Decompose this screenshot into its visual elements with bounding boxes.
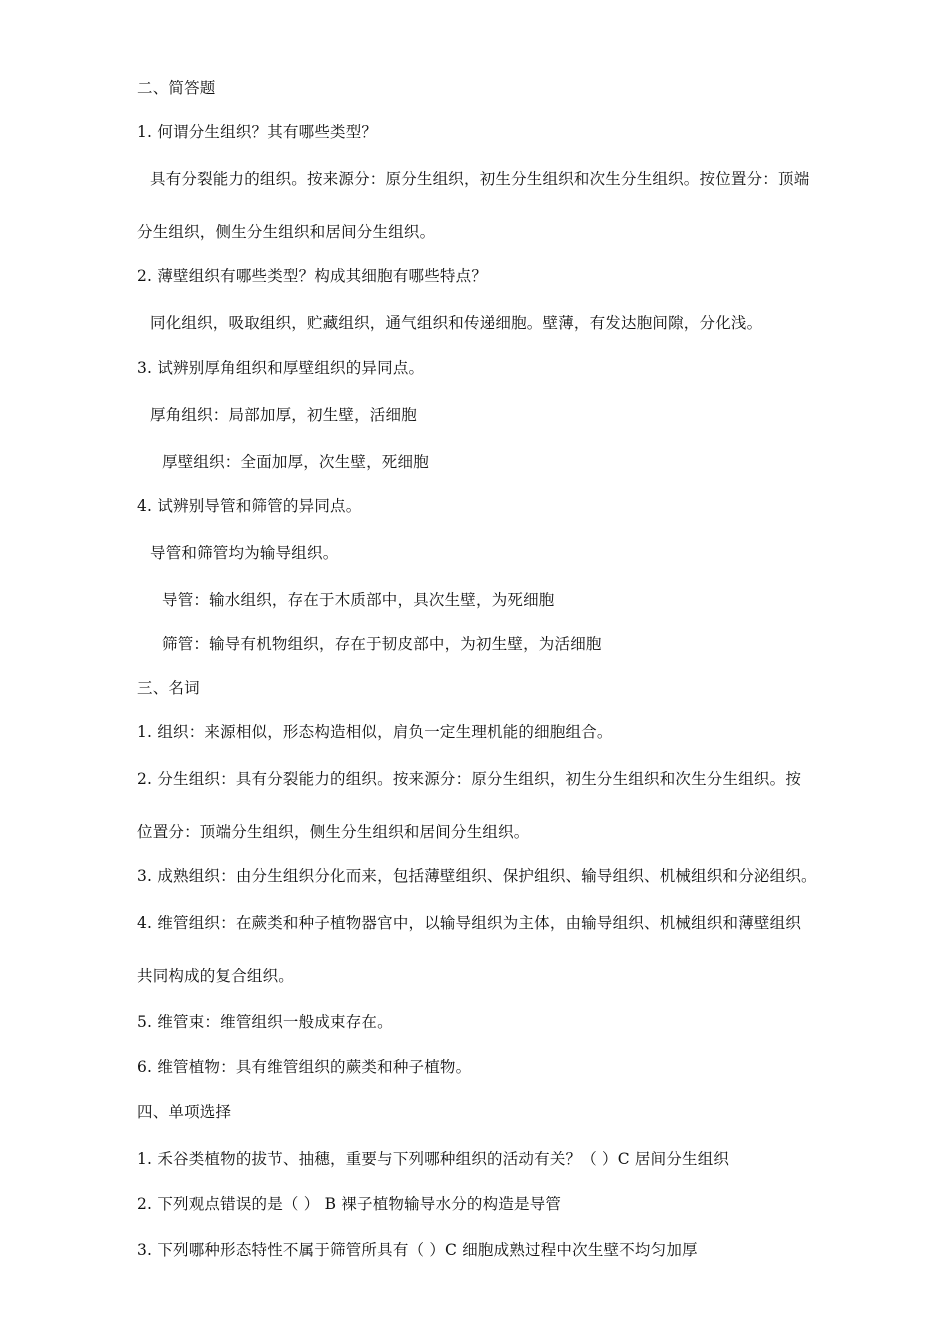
- choice-question-1: 1. 禾谷类植物的拔节、抽穗，重要与下列哪种组织的活动有关？（ ）C 居间分生组织: [137, 1150, 730, 1168]
- question-3: 3. 试辨别厚角组织和厚壁组织的异同点。: [137, 359, 425, 377]
- term-2-line-1: 2. 分生组织：具有分裂能力的组织。按来源分：原分生组织，初生分生组织和次生分生组织。按: [137, 770, 802, 788]
- answer-1-line-2: 分生组织，侧生分生组织和居间分生组织。: [137, 223, 436, 241]
- question-1: 1. 何谓分生组织？其有哪些类型？: [137, 123, 378, 141]
- choice-question-2: 2. 下列观点错误的是（ ） B 裸子植物输导水分的构造是导管: [137, 1195, 562, 1213]
- answer-4-line-3: 筛管：输导有机物组织，存在于韧皮部中，为初生壁，为活细胞: [162, 635, 602, 653]
- question-2: 2. 薄壁组织有哪些类型？构成其细胞有哪些特点？: [137, 267, 488, 285]
- term-4-line-2: 共同构成的复合组织。: [137, 967, 295, 985]
- choice-question-3: 3. 下列哪种形态特性不属于筛管所具有（ ）C 细胞成熟过程中次生壁不均匀加厚: [137, 1241, 698, 1259]
- answer-3-line-2: 厚壁组织：全面加厚，次生壁，死细胞: [162, 453, 429, 471]
- section-heading-short-answer: 二、简答题: [137, 79, 216, 97]
- term-3: 3. 成熟组织：由分生组织分化而来，包括薄壁组织、保护组织、输导组织、机械组织和分泌组织。: [137, 867, 817, 885]
- answer-3-line-1: 厚角组织：局部加厚，初生壁，活细胞: [150, 406, 417, 424]
- term-2-line-2: 位置分：顶端分生组织，侧生分生组织和居间分生组织。: [137, 823, 530, 841]
- answer-1-line-1: 具有分裂能力的组织。按来源分：原分生组织，初生分生组织和次生分生组织。按位置分：顶端: [150, 170, 810, 188]
- answer-2: 同化组织，吸取组织，贮藏组织，通气组织和传递细胞。壁薄，有发达胞间隙，分化浅。: [150, 314, 763, 332]
- section-heading-terms: 三、名词: [137, 679, 200, 697]
- term-4-line-1: 4. 维管组织：在蕨类和种子植物器官中，以输导组织为主体，由输导组织、机械组织和薄壁组织: [137, 914, 802, 932]
- question-4: 4. 试辨别导管和筛管的异同点。: [137, 497, 362, 515]
- section-heading-single-choice: 四、单项选择: [137, 1103, 232, 1121]
- term-1: 1. 组织：来源相似，形态构造相似，肩负一定生理机能的细胞组合。: [137, 723, 613, 741]
- answer-4-line-1: 导管和筛管均为输导组织。: [150, 544, 339, 562]
- term-5: 5. 维管束：维管组织一般成束存在。: [137, 1013, 393, 1031]
- term-6: 6. 维管植物：具有维管组织的蕨类和种子植物。: [137, 1058, 472, 1076]
- answer-4-line-2: 导管：输水组织，存在于木质部中，具次生壁，为死细胞: [162, 591, 555, 609]
